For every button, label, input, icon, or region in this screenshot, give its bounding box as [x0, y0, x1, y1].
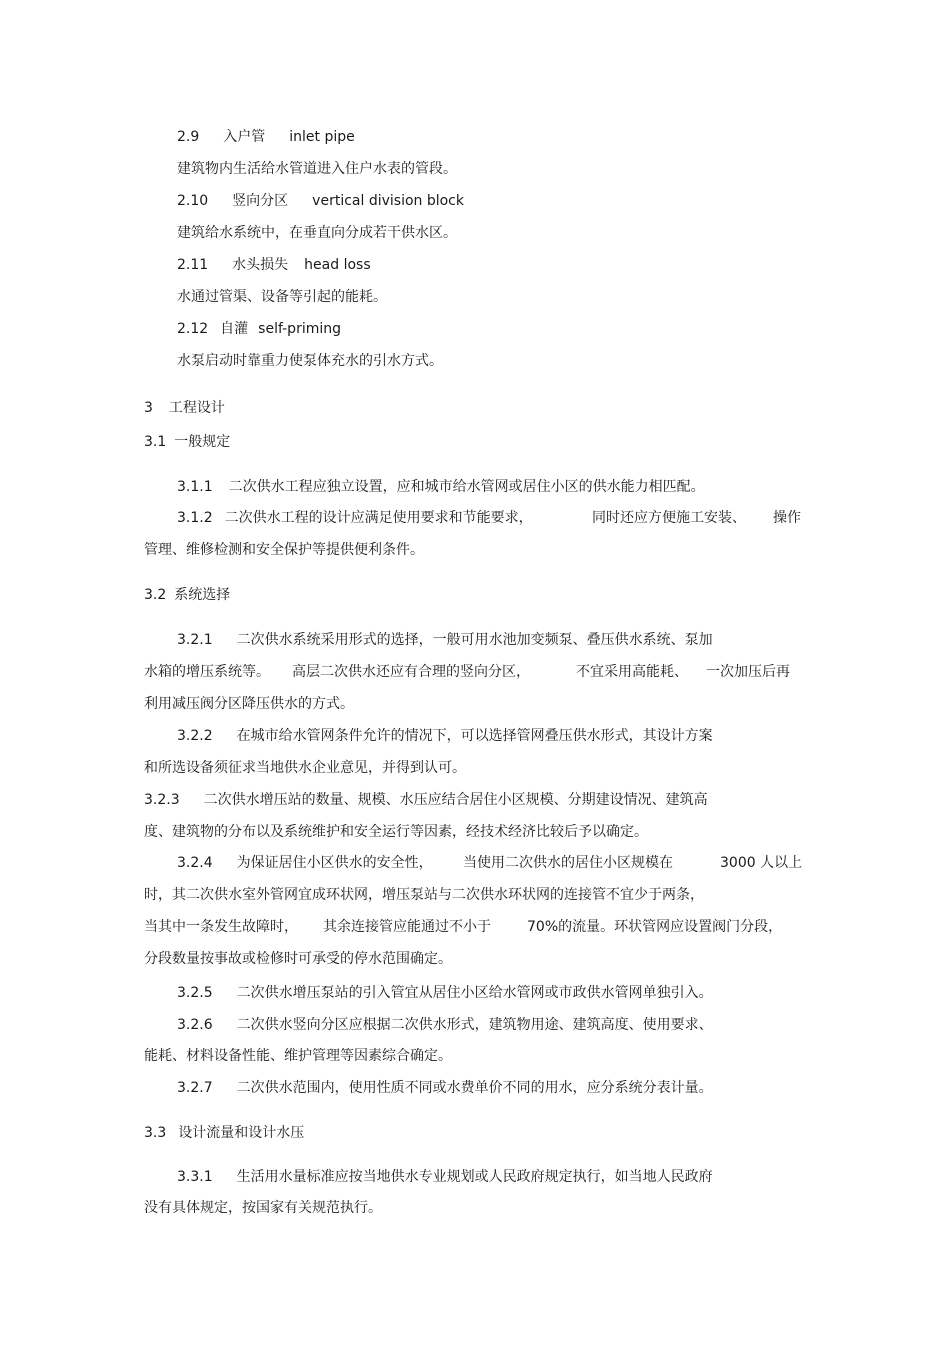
clause-3-2-6-line-2: 能耗、材料设备性能、维护管理等因素综合确定。: [144, 1048, 452, 1064]
clause-number: 3.2.6: [177, 1017, 213, 1033]
clause-number: 3.2.4: [177, 855, 213, 871]
clause-3-1-2-line-1c: 操作: [773, 510, 801, 526]
chapter-title: 工程设计: [168, 400, 225, 416]
clause-3-2-5: [177, 984, 713, 1002]
clause-3-2-7: [177, 1079, 713, 1097]
term-english: head loss: [304, 257, 371, 273]
clause-text: 二次供水增压泵站的引入管宜从居住小区给水管网或市政供水管网单独引入。: [236, 985, 713, 1001]
clause-text: 二次供水系统采用形式的选择，一般可用水池加变频泵、叠压供水系统、泵加: [236, 632, 713, 648]
term-2-11-heading: [177, 256, 371, 274]
clause-3-2-3-line-1: [144, 791, 708, 809]
clause-3-2-4-line-3c: 70%的流量。环状管网应设置阀门分段，: [527, 919, 783, 935]
term-2-10-heading: [177, 192, 464, 210]
clause-3-2-6-line-1: [177, 1016, 713, 1034]
clause-3-2-4-line-4: 分段数量按事故或检修时可承受的停水范围确定。: [144, 951, 452, 967]
term-chinese: 入户管: [223, 129, 266, 145]
clause-3-2-1-line-3: 利用减压阀分区降压供水的方式。: [144, 696, 354, 712]
clause-3-2-4-line-3b: 其余连接管应能通过不小于: [323, 919, 491, 935]
clause-text: 在城市给水管网条件允许的情况下，可以选择管网叠压供水形式，其设计方案: [236, 728, 713, 744]
term-number: 2.12: [177, 321, 209, 337]
clause-3-2-1-line-2a: 水箱的增压系统等。: [144, 664, 270, 680]
section-title: 设计流量和设计水压: [178, 1125, 305, 1141]
section-number: 3.2: [144, 587, 167, 603]
clause-text: 二次供水范围内，使用性质不同或水费单价不同的用水，应分系统分表计量。: [236, 1080, 713, 1096]
section-title: 系统选择: [174, 587, 231, 603]
clause-3-2-4-line-1b: 当使用二次供水的居住小区规模在: [463, 855, 673, 871]
clause-number: 3.1.1: [177, 479, 213, 495]
clause-number: 3.2.1: [177, 632, 213, 648]
clause-3-3-1-line-2: 没有具体规定，按国家有关规范执行。: [144, 1200, 382, 1216]
clause-text: 二次供水工程的设计应满足使用要求和节能要求，: [224, 510, 533, 526]
term-2-12-heading: [177, 320, 341, 338]
chapter-3-heading: [144, 399, 225, 417]
term-english: vertical division block: [312, 193, 464, 209]
clause-3-2-1-line-2d: 一次加压后再: [706, 664, 790, 680]
section-3-1-heading: [144, 433, 230, 451]
chapter-number: 3: [144, 400, 153, 416]
clause-3-2-2-line-2: 和所选设备须征求当地供水企业意见，并得到认可。: [144, 760, 466, 776]
clause-number: 3.3.1: [177, 1169, 213, 1185]
term-number: 2.11: [177, 257, 209, 273]
clause-3-1-1: [177, 478, 705, 496]
term-chinese: 竖向分区: [232, 193, 289, 209]
clause-number: 3.1.2: [177, 510, 213, 526]
section-title: 一般规定: [174, 434, 231, 450]
clause-3-2-1-line-1: [177, 631, 713, 649]
clause-text: 二次供水工程应独立设置，应和城市给水管网或居住小区的供水能力相匹配。: [228, 479, 705, 495]
clause-3-1-2-line-1b: 同时还应方便施工安装、: [592, 510, 746, 526]
clause-3-2-4-line-2: 时，其二次供水室外管网宜成环状网，增压泵站与二次供水环状网的连接管不宜少于两条，: [144, 887, 704, 903]
term-number: 2.10: [177, 193, 209, 209]
clause-number: 3.2.2: [177, 728, 213, 744]
clause-3-2-3-line-2: 度、建筑物的分布以及系统维护和安全运行等因素，经技术经济比较后予以确定。: [144, 824, 648, 840]
clause-3-2-1-line-2b: 高层二次供水还应有合理的竖向分区，: [292, 664, 530, 680]
clause-3-2-1-line-2c: 不宜采用高能耗、: [576, 664, 688, 680]
clause-number: 3.2.3: [144, 792, 180, 808]
term-2-9-heading: [177, 128, 355, 146]
section-3-2-heading: [144, 586, 230, 604]
clause-3-1-2-line-1: [177, 509, 533, 527]
term-number: 2.9: [177, 129, 200, 145]
section-number: 3.3: [144, 1125, 167, 1141]
clause-number: 3.2.5: [177, 985, 213, 1001]
section-number: 3.1: [144, 434, 167, 450]
term-2-10-definition: 建筑给水系统中，在垂直向分成若干供水区。: [177, 225, 457, 241]
clause-text: 生活用水量标准应按当地供水专业规划或人民政府规定执行，如当地人民政府: [236, 1169, 713, 1185]
clause-3-2-4-line-3a: 当其中一条发生故障时，: [144, 919, 298, 935]
term-2-9-definition: 建筑物内生活给水管道进入住户水表的管段。: [177, 161, 457, 177]
term-2-11-definition: 水通过管渠、设备等引起的能耗。: [177, 289, 387, 305]
term-2-12-definition: 水泵启动时靠重力使泵体充水的引水方式。: [177, 353, 443, 369]
clause-3-1-2-line-2: 管理、维修检测和安全保护等提供便利条件。: [144, 542, 424, 558]
term-chinese: 自灌: [220, 321, 249, 337]
clause-text: 二次供水增压站的数量、规模、水压应结合居住小区规模、分期建设情况、建筑高: [203, 792, 708, 808]
section-3-3-heading: [144, 1124, 304, 1142]
clause-3-2-4-line-1c: 3000 人以上: [720, 855, 803, 871]
clause-text: 为保证居住小区供水的安全性，: [236, 855, 433, 871]
term-english: self-priming: [258, 321, 342, 337]
term-english: inlet pipe: [289, 129, 355, 145]
clause-number: 3.2.7: [177, 1080, 213, 1096]
clause-3-3-1-line-1: [177, 1168, 713, 1186]
term-chinese: 水头损失: [232, 257, 289, 273]
clause-text: 二次供水竖向分区应根据二次供水形式，建筑物用途、建筑高度、使用要求、: [236, 1017, 713, 1033]
clause-3-2-4-line-1: [177, 854, 433, 872]
clause-3-2-2-line-1: [177, 727, 713, 745]
